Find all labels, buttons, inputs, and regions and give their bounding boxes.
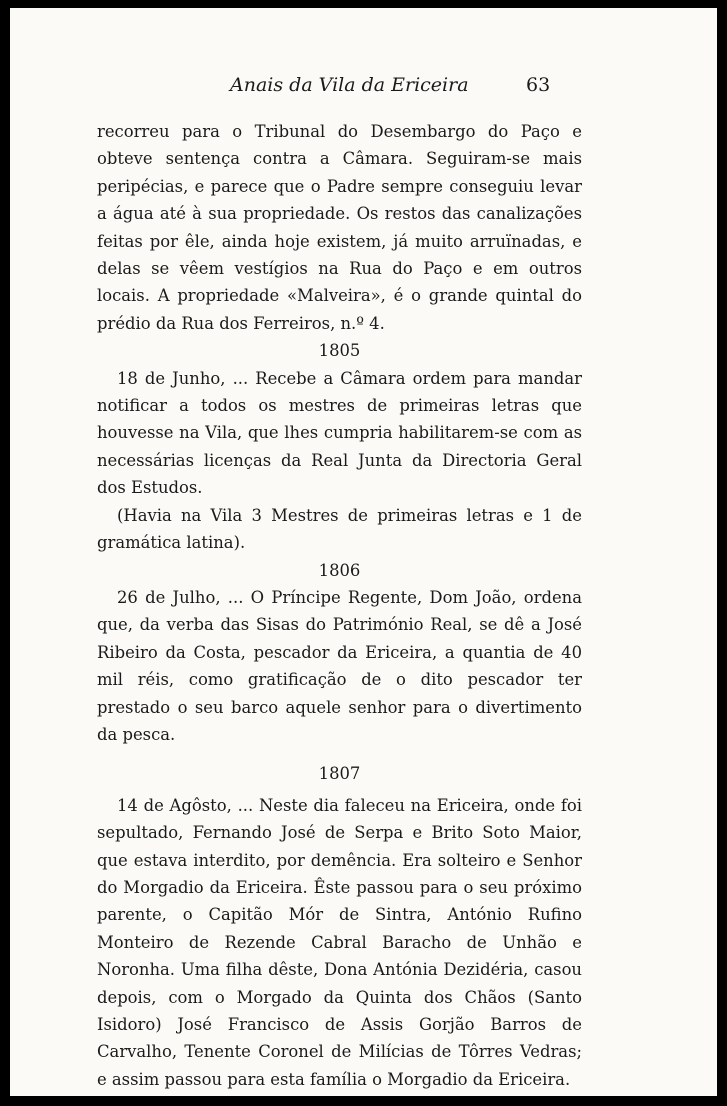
page-number: 63	[526, 74, 551, 96]
paragraph-continued: recorreu para o Tribunal do Desembargo do Paço e obteve sentença contra a Câmara. Seguiram-se mais peripécias, e parece que o Padre sempre conseguiu levar a água até à sua propriedade. Os restos das canalizações feitas por êle, ainda hoje existem, já muito arruïnadas, e delas se vêem vestígios na Rua do Paço e em outros locais. A propriedade «Malveira», é o grande quintal do prédio da Rua dos Ferreiros, n.º 4.	[97, 122, 582, 333]
book-page	[10, 8, 717, 1096]
year-heading-1807: 1807	[318, 764, 361, 784]
page-header	[10, 74, 717, 104]
year-heading-1806: 1806	[318, 560, 361, 580]
body-text	[97, 118, 582, 1093]
entry-august-14: 14 de Agôsto, ... Neste dia faleceu na Ericeira, onde foi sepultado, Fernando José de Serpa e Brito Soto Maior, que estava interdito, por demência. Era solteiro e Senhor do Morgadio da Ericeira. Êste passou para o seu próximo parente, o Capitão Mór de Sintra, António Rufino Monteiro de Rezende Cabral Baracho de Unhão e Noronha. Uma filha dêste, Dona Antónia Dezidéria, casou depois, com o Morgado da Quinta dos Chãos (Santo Isidoro) José Francisco de Assis Gorjão Barros de Carvalho, Tenente Coronel de Milícias de Tôrres Vedras; e assim passou para esta família o Morgadio da Ericeira.	[97, 795, 582, 1089]
year-heading-1805: 1805	[318, 341, 361, 361]
running-title: Anais da Vila da Ericeira	[230, 74, 469, 96]
entry-july-26: 26 de Julho, ... O Príncipe Regente, Dom João, ordena que, da verba das Sisas do Património Real, se dê a José Ribeiro da Costa, pescador da Ericeira, a quantia de 40 mil réis, como gratificação de o dito pescador ter prestado o seu barco aquele senhor para o divertimento da pesca.	[97, 587, 582, 744]
note-masters: (Havia na Vila 3 Mestres de primeiras letras e 1 de gramática latina).	[97, 505, 582, 553]
entry-june-18: 18 de Junho, ... Recebe a Câmara ordem para mandar notificar a todos os mestres de primeiras letras que houvesse na Vila, que lhes cumpria habilitarem-se com as necessárias licenças da Real Junta da Directoria Geral dos Estudos.	[97, 368, 582, 498]
